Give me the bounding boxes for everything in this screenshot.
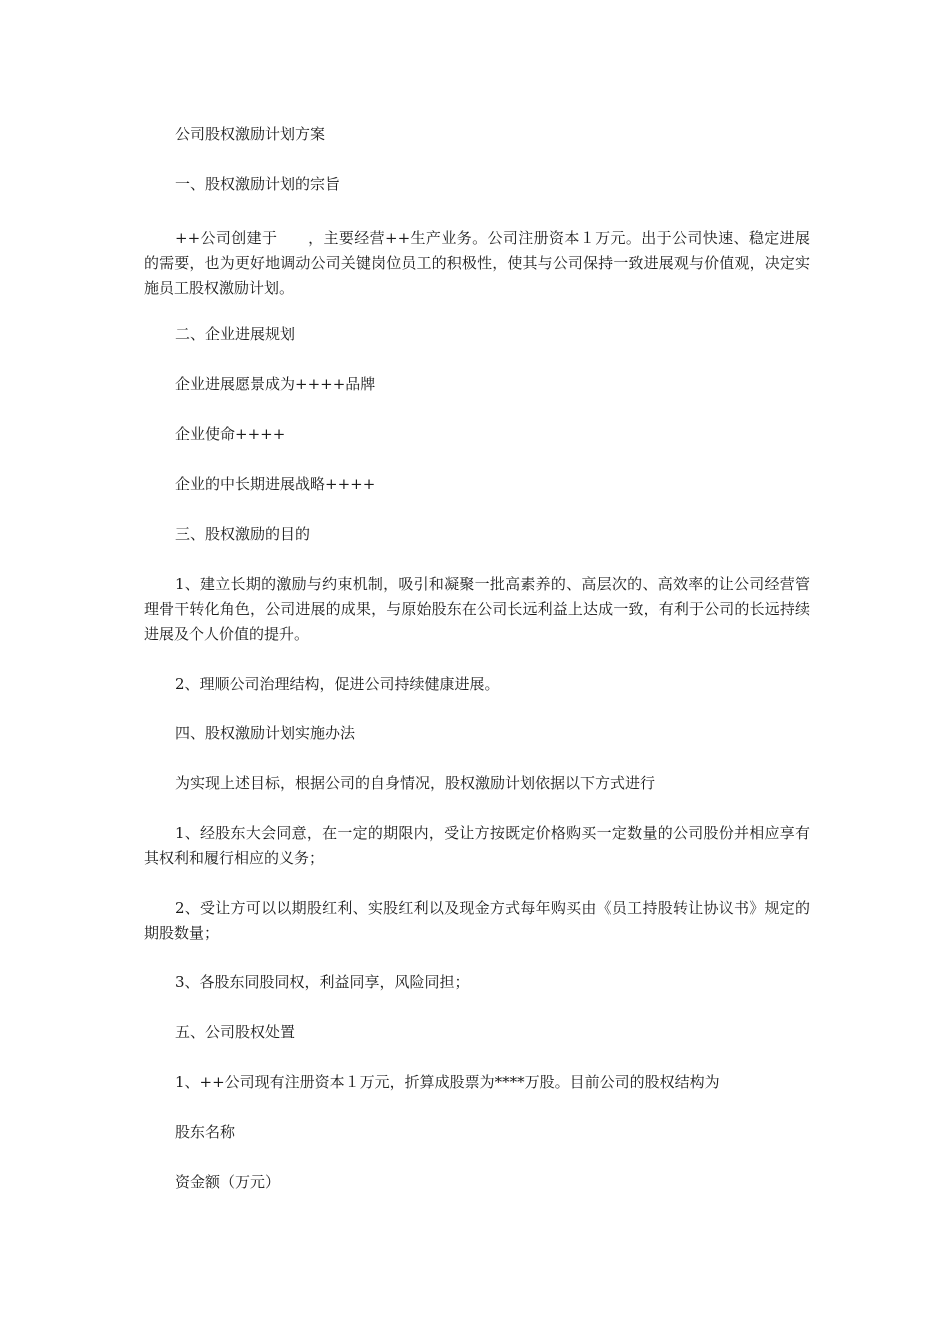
section-2-vision: 企业进展愿景成为++++品牌: [175, 375, 376, 393]
section-4-intro: 为实现上述目标，根据公司的自身情况，股权激励计划依据以下方式进行: [175, 774, 656, 792]
section-4-item-3: 3、各股东同股同权，利益同享，风险同担；: [175, 973, 470, 991]
section-3-heading: 三、股权激励的目的: [175, 525, 311, 543]
section-1-heading: 一、股权激励计划的宗旨: [175, 175, 341, 193]
table-header-capital-amount: 资金额（万元）: [175, 1173, 281, 1191]
section-4-item-2: 2、受让方可以以期股红利、实股红利以及现金方式每年购买由《员工持股转让协议书》规定的期股数量；: [144, 899, 810, 942]
section-2-strategy: 企业的中长期进展战略++++: [175, 475, 376, 493]
section-2-mission: 企业使命++++: [175, 425, 286, 443]
section-3-item-1: 1、建立长期的激励与约束机制，吸引和凝聚一批高素养的、高层次的、高效率的让公司经营管理骨干转化角色，公司进展的成果，与原始股东在公司长远利益上达成一致，有利于公司的长远持续进展及个人价值的提升。: [144, 575, 810, 643]
table-header-shareholder-name: 股东名称: [175, 1123, 236, 1141]
section-4-heading: 四、股权激励计划实施办法: [175, 724, 356, 742]
section-1-body: ++公司创建于 ，主要经营++生产业务。公司注册资本１万元。出于公司快速、稳定进展的需要，也为更好地调动公司关键岗位员工的积极性，使其与公司保持一致进展观与价值观，决定实施员工股权激励计划。: [144, 229, 810, 297]
section-2-heading: 二、企业进展规划: [175, 325, 296, 343]
section-5-heading: 五、公司股权处置: [175, 1023, 296, 1041]
section-5-item-1: 1、++公司现有注册资本１万元，折算成股票为****万股。目前公司的股权结构为: [175, 1073, 720, 1091]
document-title: 公司股权激励计划方案: [175, 125, 326, 143]
section-4-item-1: 1、经股东大会同意，在一定的期限内，受让方按既定价格购买一定数量的公司股份并相应享有其权利和履行相应的义务；: [144, 824, 810, 867]
section-3-item-2: 2、理顺公司治理结构，促进公司持续健康进展。: [175, 675, 500, 693]
